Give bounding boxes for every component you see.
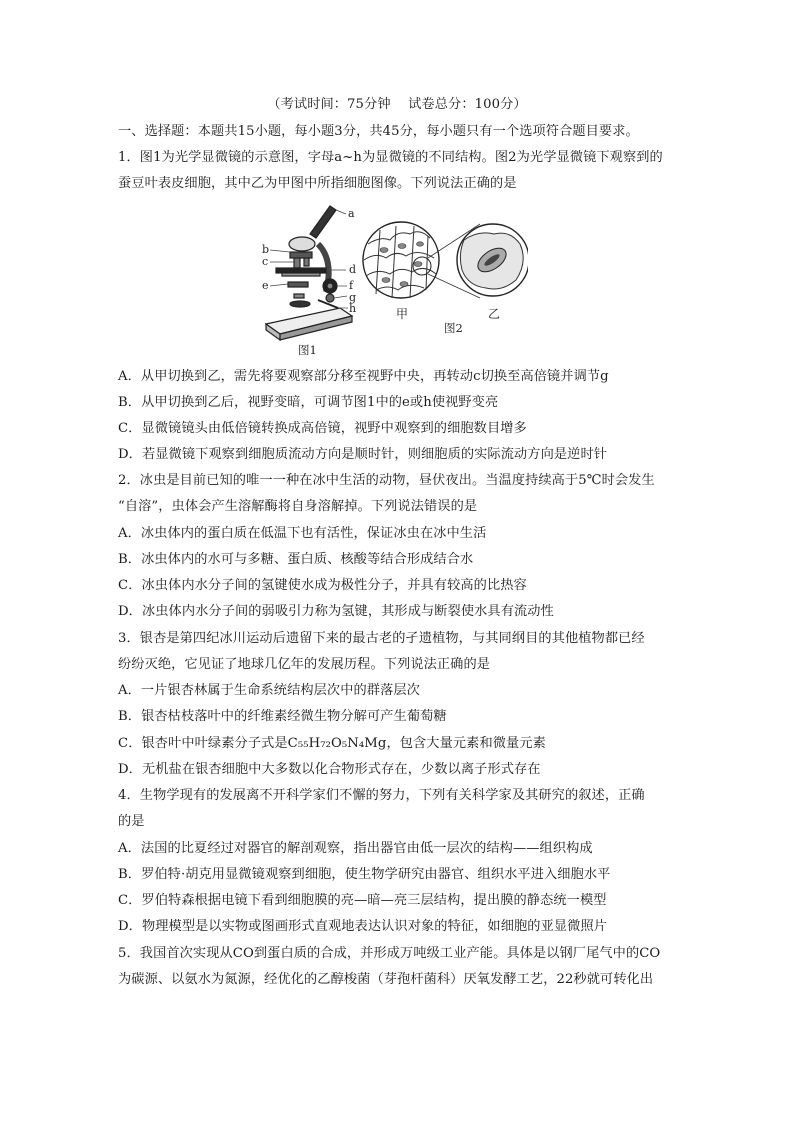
q3-option-a: A．一片银杏林属于生命系统结构层次中的群落层次 <box>118 683 420 698</box>
q4-stem-line1: 4．生物学现有的发展离不开科学家们不懈的努力，下列有关科学家及其研究的叙述，正确 <box>118 788 645 803</box>
label-f: f <box>349 279 354 292</box>
label-d: d <box>349 263 357 276</box>
fig1-caption: 图1 <box>298 343 317 357</box>
q2-option-c: C．冰虫体内水分子间的氢键使水成为极性分子，并具有较高的比热容 <box>118 578 527 593</box>
label-yi: 乙 <box>488 307 501 321</box>
q1-option-b: B．从甲切换到乙后，视野变暗，可调节图1中的e或h使视野变亮 <box>118 395 499 410</box>
label-b: b <box>262 243 270 256</box>
q1-figure <box>258 200 528 360</box>
q2-stem-line1: 2．冰虫是目前已知的唯一一种在冰中生活的动物，昼伏夜出。当温度持续高于5℃时会发生 <box>118 473 655 488</box>
section-title: 一、选择题：本题共15小题，每小题3分，共45分，每小题只有一个选项符合题目要求。 <box>118 124 639 139</box>
q4-option-c: C．罗伯特森根据电镜下看到细胞膜的亮—暗—亮三层结构，提出膜的静态统一模型 <box>118 893 607 908</box>
q4-option-b: B．罗伯特·胡克用显微镜观察到细胞，使生物学研究由器官、组织水平进入细胞水平 <box>118 867 611 882</box>
q2-option-b: B．冰虫体内的水可与多糖、蛋白质、核酸等结合形成结合水 <box>118 552 474 567</box>
fig2-caption: 图2 <box>444 321 463 335</box>
microscope-drawing <box>266 206 352 340</box>
label-e: e <box>262 279 269 292</box>
q5-stem-line2: 为碳源、以氨水为氮源，经优化的乙醇梭菌（芽孢杆菌科）厌氧发酵工艺，22秒就可转化出 <box>118 972 654 987</box>
cell-view-yi <box>457 224 528 296</box>
q3-stem-line1: 3．银杏是第四纪冰川运动后遗留下来的最古老的孑遗植物，与其同纲目的其他植物都已经 <box>118 631 645 646</box>
q4-stem-line2: 的是 <box>118 814 145 829</box>
exam-header: （考试时间：75分钟 试卷总分：100分） <box>267 97 527 112</box>
microscope-figure-svg <box>258 200 528 360</box>
q2-stem-line2: “自溶”，虫体会产生溶解酶将自身溶解掉。下列说法错误的是 <box>118 499 478 514</box>
q1-stem-line1: 1．图1为光学显微镜的示意图，字母a~h为显微镜的不同结构。图2为光学显微镜下观察到的 <box>118 150 663 165</box>
q3-option-d: D．无机盐在银杏细胞中大多数以化合物形式存在，少数以离子形式存在 <box>118 762 541 777</box>
q3-stem-line2: 纷纷灭绝，它见证了地球几亿年的发展历程。下列说法正确的是 <box>118 657 491 672</box>
q1-option-a: A．从甲切换到乙，需先将要观察部分移至视野中央，再转动c切换至高倍镜并调节g <box>118 369 609 384</box>
q1-stem-line2: 蚕豆叶表皮细胞，其中乙为甲图中所指细胞图像。下列说法正确的是 <box>118 176 517 191</box>
q5-stem-line1: 5．我国首次实现从CO到蛋白质的合成，并形成万吨级工业产能。具体是以钢厂尾气中的CO <box>118 946 661 961</box>
q3-option-b: B．银杏枯枝落叶中的纤维素经微生物分解可产生葡萄糖 <box>118 709 447 724</box>
q1-option-c: C．显微镜镜头由低倍镜转换成高倍镜，视野中观察到的细胞数目增多 <box>118 421 527 436</box>
q2-option-d: D．冰虫体内水分子间的弱吸引力称为氢键，其形成与断裂使水具有流动性 <box>118 604 554 619</box>
label-g: g <box>349 291 357 304</box>
q4-option-d: D．物理模型是以实物或图画形式直观地表达认识对象的特征，如细胞的亚显微照片 <box>118 919 608 934</box>
cells-view-jia <box>363 222 439 298</box>
label-a: a <box>348 207 355 220</box>
q4-option-a: A．法国的比夏经过对器官的解剖观察，指出器官由低一层次的结构——组织构成 <box>118 841 593 856</box>
label-jia: 甲 <box>396 307 409 321</box>
q2-option-a: A．冰虫体内的蛋白质在低温下也有活性，保证冰虫在冰中生活 <box>118 526 487 541</box>
label-h: h <box>349 302 357 315</box>
label-c: c <box>262 255 269 268</box>
q1-option-d: D．若显微镜下观察到细胞质流动方向是顺时针，则细胞质的实际流动方向是逆时针 <box>118 447 608 462</box>
q3-option-c: C．银杏叶中叶绿素分子式是C₅₅H₇₂O₅N₄Mg，包含大量元素和微量元素 <box>118 736 546 751</box>
